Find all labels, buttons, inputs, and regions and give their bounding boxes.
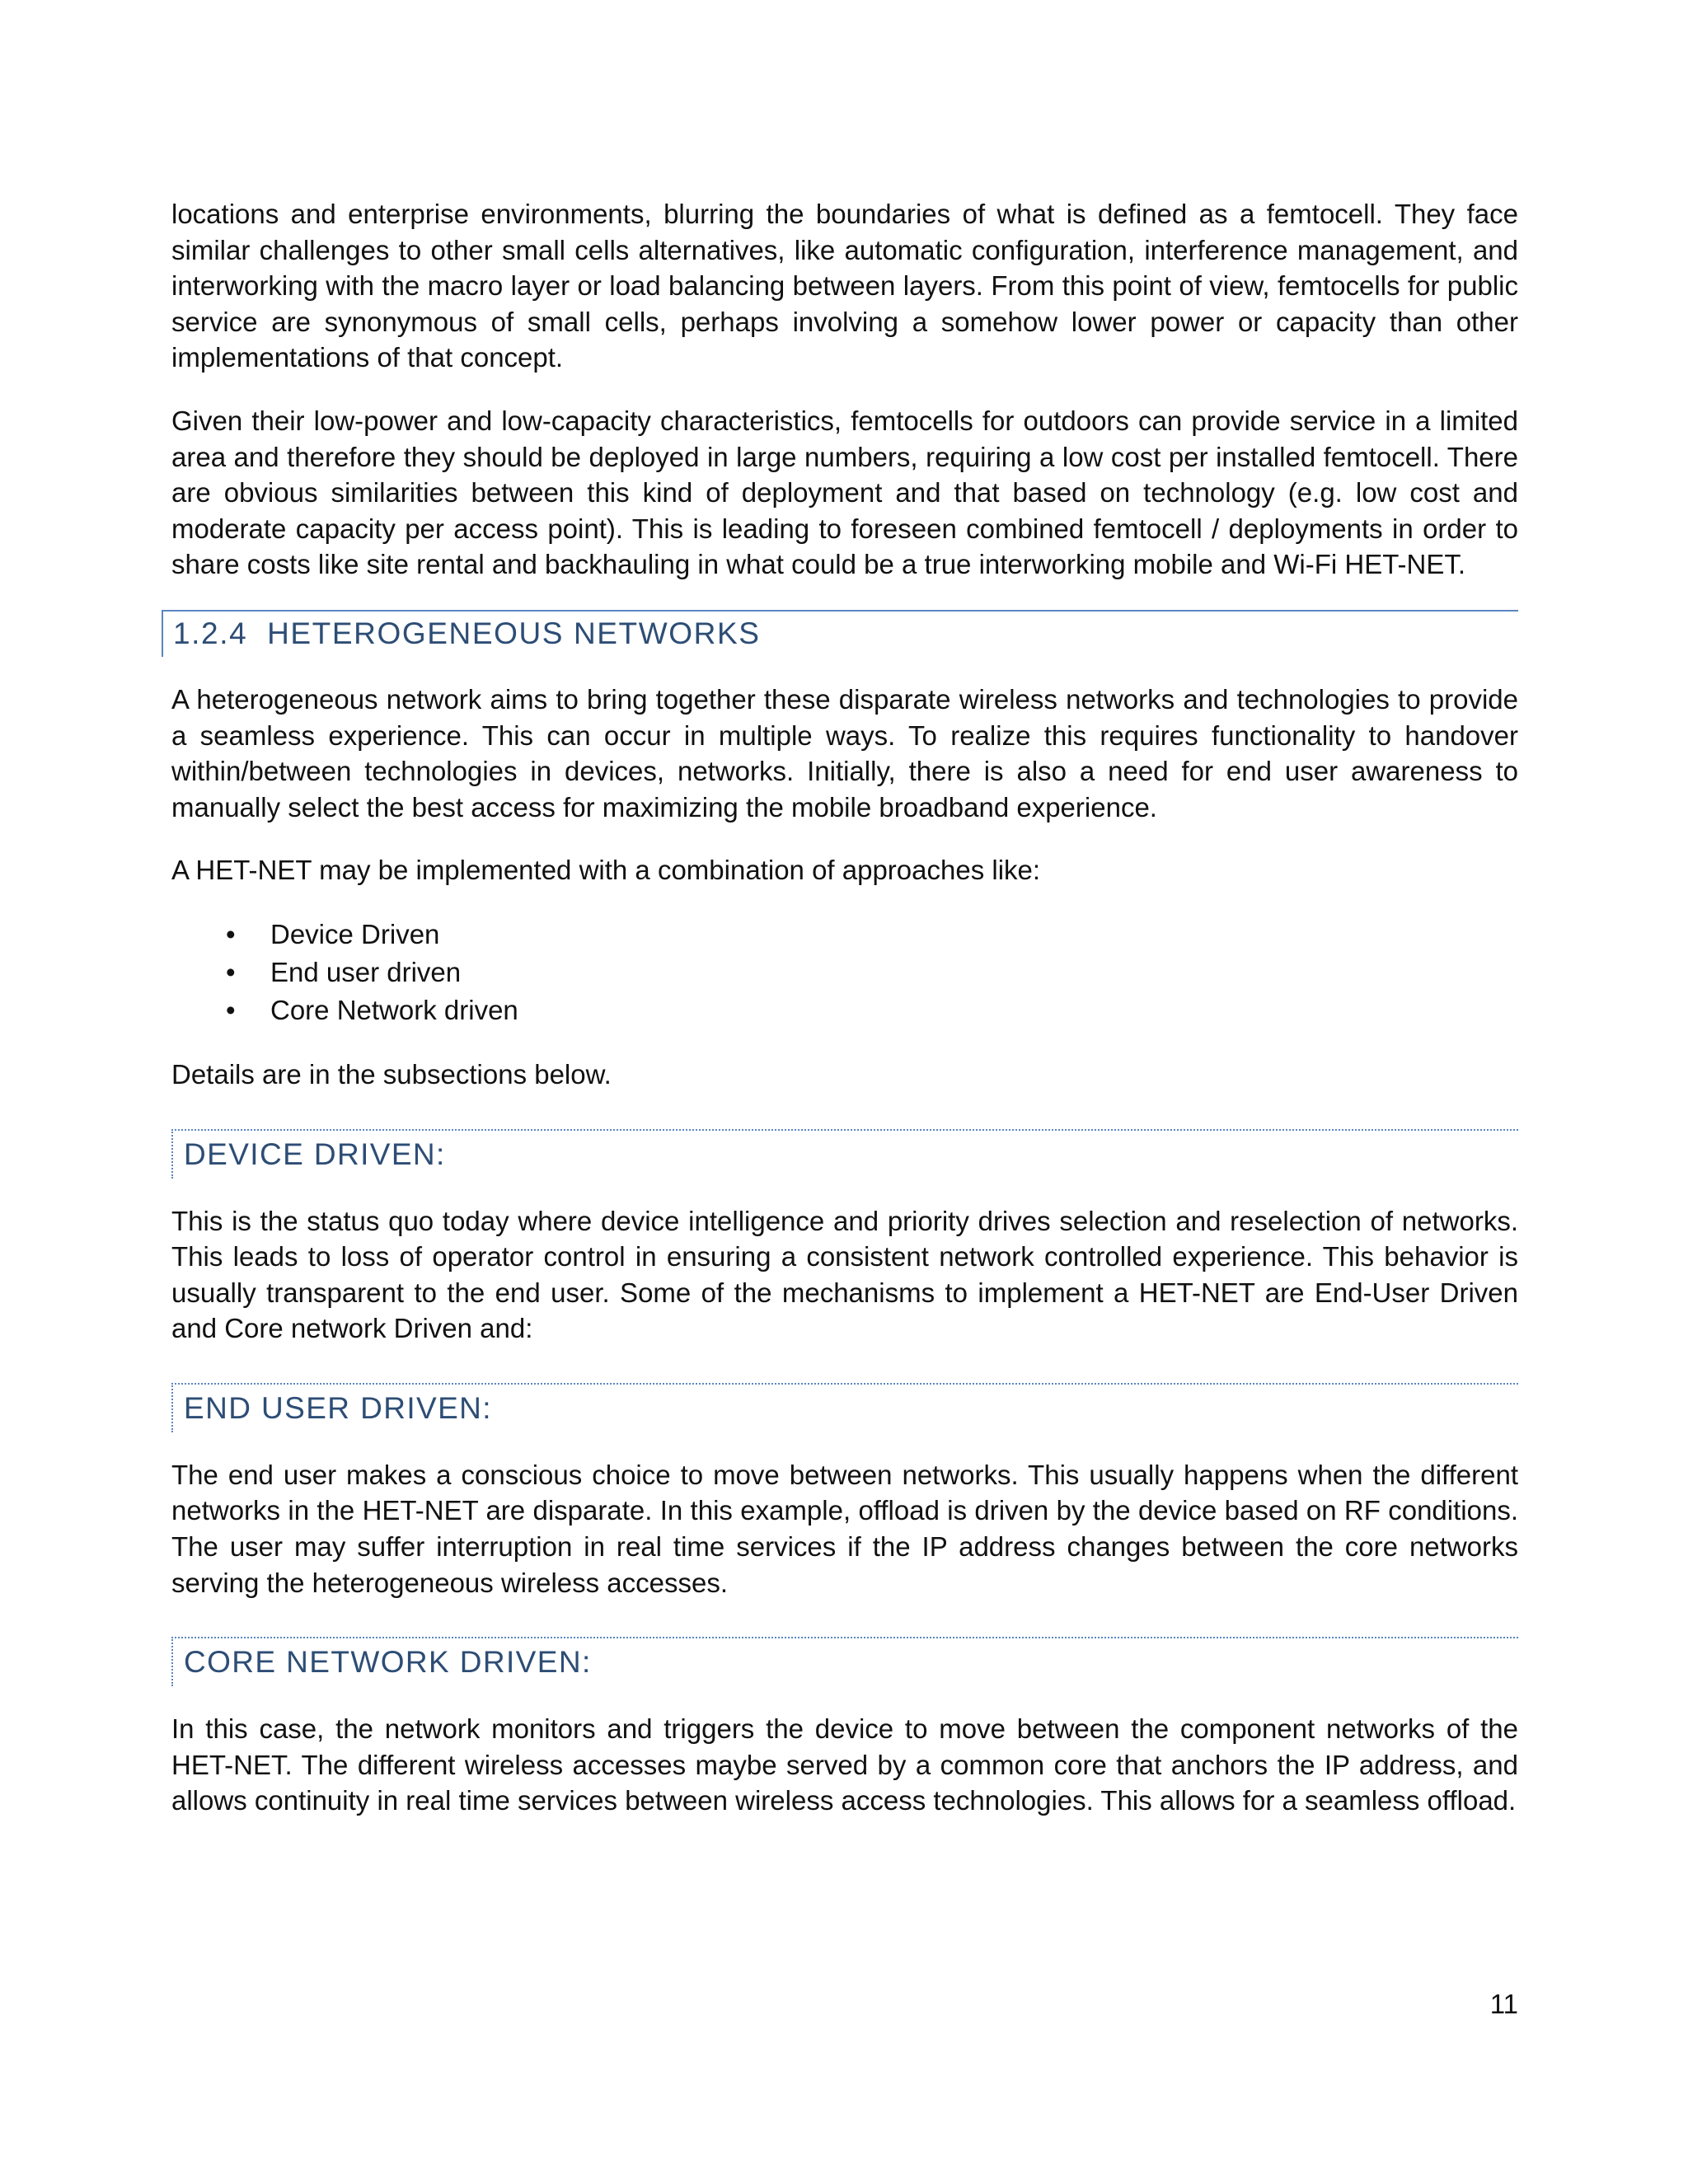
section-paragraph-1: A heterogeneous network aims to bring together these disparate wireless networks and technologies to provide a seamless experience. This can occur in multiple ways. To realize this requires functionality to handover within/between technologies in devices, networks. Initially, there is also a need for end user awareness to manually select the best access for maximizing the mobile broadband experience.: [171, 683, 1518, 823]
subheading-device-driven: DEVICE DRIVEN:: [171, 1129, 1518, 1179]
list-item: • End user driven: [171, 954, 1518, 991]
approach-list: [171, 916, 1518, 1029]
subheading-end-user-driven: END USER DRIVEN:: [171, 1383, 1518, 1432]
section-paragraph-2: A HET-NET may be implemented with a combination of approaches like:: [171, 855, 1041, 886]
device-driven-paragraph: This is the status quo today where device intelligence and priority drives selection and reselection of networks. This leads to loss of operator control in ensuring a consistent network controlled experience. This behavior is usually transparent to the end user. Some of the mechanisms to implement a HET-NET are End-User Driven and Core network Driven and:: [171, 1205, 1518, 1344]
end-user-driven-paragraph: The end user makes a conscious choice to move between networks. This usually happens when the different networks in the HET-NET are disparate. In this example, offload is driven by the device based on RF conditions. The user may suffer interruption in real time services if the IP address changes between the core networks serving the heterogeneous wireless accesses.: [171, 1459, 1518, 1598]
intro-paragraph-2: Given their low-power and low-capacity characteristics, femtocells for outdoors can provide service in a limited area and therefore they should be deployed in large numbers, requiring a low cost per installed femtocell. There are obvious similarities between this kind of deployment and that based on technology (e.g. low cost and moderate capacity per access point). This is leading to foreseen combined femtocell / deployments in order to share costs like site rental and backhauling in what could be a true interworking mobile and Wi-Fi HET-NET.: [171, 405, 1518, 580]
document-page: [171, 196, 1518, 1846]
section-heading: [162, 610, 1518, 657]
section-number: 1.2.4: [173, 616, 248, 650]
details-note: Details are in the subsections below.: [171, 1058, 612, 1090]
intro-paragraph-1: locations and enterprise environments, blurring the boundaries of what is defined as a femtocell. They face similar challenges to other small cells alternatives, like automatic configuration, interference management, and interworking with the macro layer or load balancing between layers. From this point of view, femtocells for public service are synonymous of small cells, perhaps involving a somehow lower power or capacity than other implementations of that concept.: [171, 199, 1518, 373]
subheading-core-network-driven: CORE NETWORK DRIVEN:: [171, 1637, 1518, 1686]
section-title: HETEROGENEOUS NETWORKS: [267, 616, 761, 650]
core-network-driven-paragraph: In this case, the network monitors and triggers the device to move between the component networks of the HET-NET. The different wireless accesses maybe served by a common core that anchors the IP address, and allows continuity in real time services between wireless access technologies. This allows for a seamless offload.: [171, 1713, 1518, 1816]
list-item: • Core Network driven: [171, 991, 1518, 1029]
page-number: 11: [1489, 1989, 1518, 2019]
list-item: • Device Driven: [171, 916, 1518, 954]
